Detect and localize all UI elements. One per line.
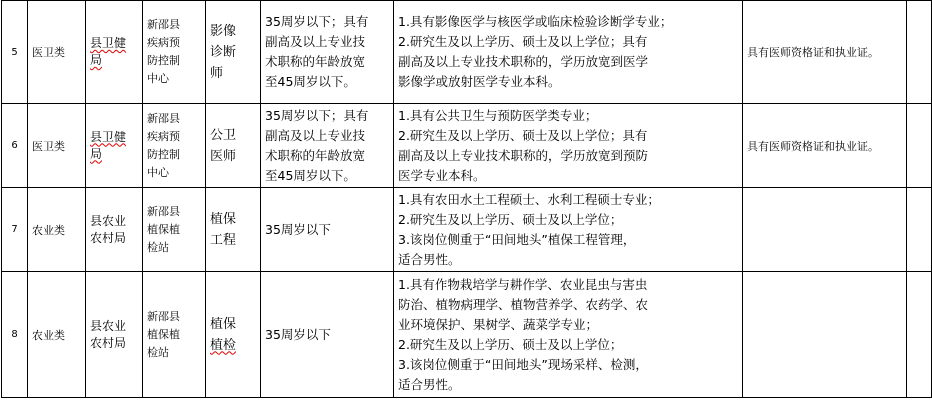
age-requirement bbox=[261, 104, 394, 188]
age-line: 35周岁以下 bbox=[265, 326, 331, 342]
post-line: 公卫 bbox=[210, 127, 237, 143]
requirement-line: 1.具有公共卫生与预防医学类专业； bbox=[398, 107, 598, 123]
table-row-6 bbox=[2, 104, 932, 188]
requirement-line: 防治、植物病理学、植物营养学、农药学、农 bbox=[398, 296, 649, 312]
unit-line: 检站 bbox=[147, 345, 169, 359]
age-line: 35周岁以下；具有 bbox=[265, 107, 369, 123]
row-number: 6 bbox=[2, 104, 28, 188]
empty-cell bbox=[907, 272, 932, 398]
department-line: 局 bbox=[90, 146, 103, 161]
age-line: 副高及以上专业技 bbox=[265, 34, 366, 49]
unit-line: 中心 bbox=[147, 72, 169, 85]
table-row-8 bbox=[2, 272, 932, 398]
empty-cell bbox=[907, 1, 932, 104]
unit-line: 防控制 bbox=[147, 54, 180, 67]
requirement-line: 副高及以上专业技术职称的，学历放宽到医学 bbox=[398, 54, 649, 69]
age-line: 35周岁以下；具有 bbox=[265, 14, 369, 29]
education-requirement bbox=[394, 272, 743, 398]
row-number: 7 bbox=[2, 188, 28, 272]
recruitment-table bbox=[1, 0, 932, 398]
job-category: 农业类 bbox=[28, 272, 86, 398]
department-line: 局 bbox=[90, 53, 103, 67]
education-requirement bbox=[394, 1, 743, 104]
job-category: 医卫类 bbox=[28, 104, 86, 188]
unit-line: 疾病预 bbox=[147, 36, 180, 49]
unit-line: 新邵县 bbox=[147, 309, 180, 323]
department-line: 县卫健 bbox=[90, 36, 127, 50]
requirement-line: 3.该岗位侧重于“田间地头”植保工程管理， bbox=[398, 231, 636, 247]
department-line: 农村局 bbox=[90, 230, 127, 245]
requirement-line: 2.研究生及以上学历、硕士及以上学位； bbox=[398, 336, 623, 352]
unit-line: 检站 bbox=[147, 240, 169, 254]
requirement-line: 3.该岗位侧重于“田间地头”现场采样、检测， bbox=[398, 356, 648, 372]
unit-line: 植保植 bbox=[147, 327, 180, 341]
age-line: 35周岁以下 bbox=[265, 221, 331, 237]
post-name bbox=[206, 188, 261, 272]
empty-cell bbox=[907, 188, 932, 272]
requirement-line: 2.研究生及以上学历、硕士及以上学位； bbox=[398, 211, 623, 227]
requirement-line: 2.研究生及以上学历、硕士及以上学位；具有 bbox=[398, 127, 648, 143]
empty-cell bbox=[907, 104, 932, 188]
department bbox=[86, 272, 143, 398]
requirement-line: 业环境保护、果树学、蔬菜学专业； bbox=[398, 316, 599, 332]
requirement-line: 1.具有农田水土工程硕士、水利工程硕士专业； bbox=[398, 191, 660, 207]
department-line: 县农业 bbox=[90, 318, 127, 333]
row-number: 8 bbox=[2, 272, 28, 398]
employer-unit bbox=[143, 104, 206, 188]
post-line: 植检 bbox=[210, 337, 237, 353]
post-line: 师 bbox=[210, 65, 224, 81]
age-requirement bbox=[261, 272, 394, 398]
unit-line: 新邵县 bbox=[147, 18, 180, 31]
department bbox=[86, 188, 143, 272]
post-line: 工程 bbox=[210, 232, 237, 248]
department bbox=[86, 104, 143, 188]
employer-unit bbox=[143, 272, 206, 398]
table-row-7 bbox=[2, 188, 932, 272]
job-category: 医卫类 bbox=[28, 1, 86, 104]
post-line: 诊断 bbox=[210, 44, 237, 60]
department bbox=[86, 1, 143, 104]
education-requirement bbox=[394, 104, 743, 188]
job-category: 农业类 bbox=[28, 188, 86, 272]
post-line: 植保 bbox=[210, 211, 237, 227]
age-line: 副高及以上专业技 bbox=[265, 127, 366, 143]
department-line: 县卫健 bbox=[90, 129, 127, 144]
age-line: 术职称的年龄放宽 bbox=[265, 147, 366, 163]
unit-line: 疾病预 bbox=[147, 129, 180, 143]
requirement-line: 1.具有影像医学与核医学或临床检验诊断学专业； bbox=[398, 14, 673, 29]
unit-line: 新邵县 bbox=[147, 204, 180, 218]
requirement-line: 1.具有作物栽培学与耕作学、农业昆虫与害虫 bbox=[398, 276, 648, 292]
table-row-5 bbox=[2, 1, 932, 104]
education-requirement bbox=[394, 188, 743, 272]
post-name bbox=[206, 1, 261, 104]
unit-line: 中心 bbox=[147, 165, 169, 179]
post-name bbox=[206, 272, 261, 398]
age-line: 术职称的年龄放宽 bbox=[265, 54, 366, 69]
row-number: 5 bbox=[2, 1, 28, 104]
requirement-line: 2.研究生及以上学历、硕士及以上学位；具有 bbox=[398, 34, 648, 49]
post-line: 医师 bbox=[210, 148, 237, 164]
unit-line: 新邵县 bbox=[147, 111, 180, 125]
employer-unit bbox=[143, 1, 206, 104]
requirement-line: 副高及以上专业技术职称的，学历放宽到预防 bbox=[398, 147, 649, 163]
post-line: 影像 bbox=[210, 23, 237, 39]
department-line: 县农业 bbox=[90, 213, 127, 228]
requirement-line: 适合男性。 bbox=[398, 251, 461, 267]
requirement-line: 医学专业本科。 bbox=[398, 167, 486, 183]
age-line: 至45周岁以下。 bbox=[265, 167, 356, 183]
other-requirement bbox=[743, 188, 907, 272]
age-requirement bbox=[261, 188, 394, 272]
unit-line: 防控制 bbox=[147, 147, 180, 161]
employer-unit bbox=[143, 188, 206, 272]
post-name bbox=[206, 104, 261, 188]
department-line: 农村局 bbox=[90, 335, 127, 350]
age-line: 至45周岁以下。 bbox=[265, 74, 356, 89]
requirement-line: 影像学或放射医学专业本科。 bbox=[398, 74, 561, 89]
requirement-line: 适合男性。 bbox=[398, 376, 461, 392]
age-requirement bbox=[261, 1, 394, 104]
post-line: 植保 bbox=[210, 316, 237, 332]
other-requirement bbox=[743, 272, 907, 398]
other-requirement: 具有医师资格证和执业证。 bbox=[743, 104, 907, 188]
other-requirement: 具有医师资格证和执业证。 bbox=[743, 1, 907, 104]
unit-line: 植保植 bbox=[147, 222, 180, 236]
